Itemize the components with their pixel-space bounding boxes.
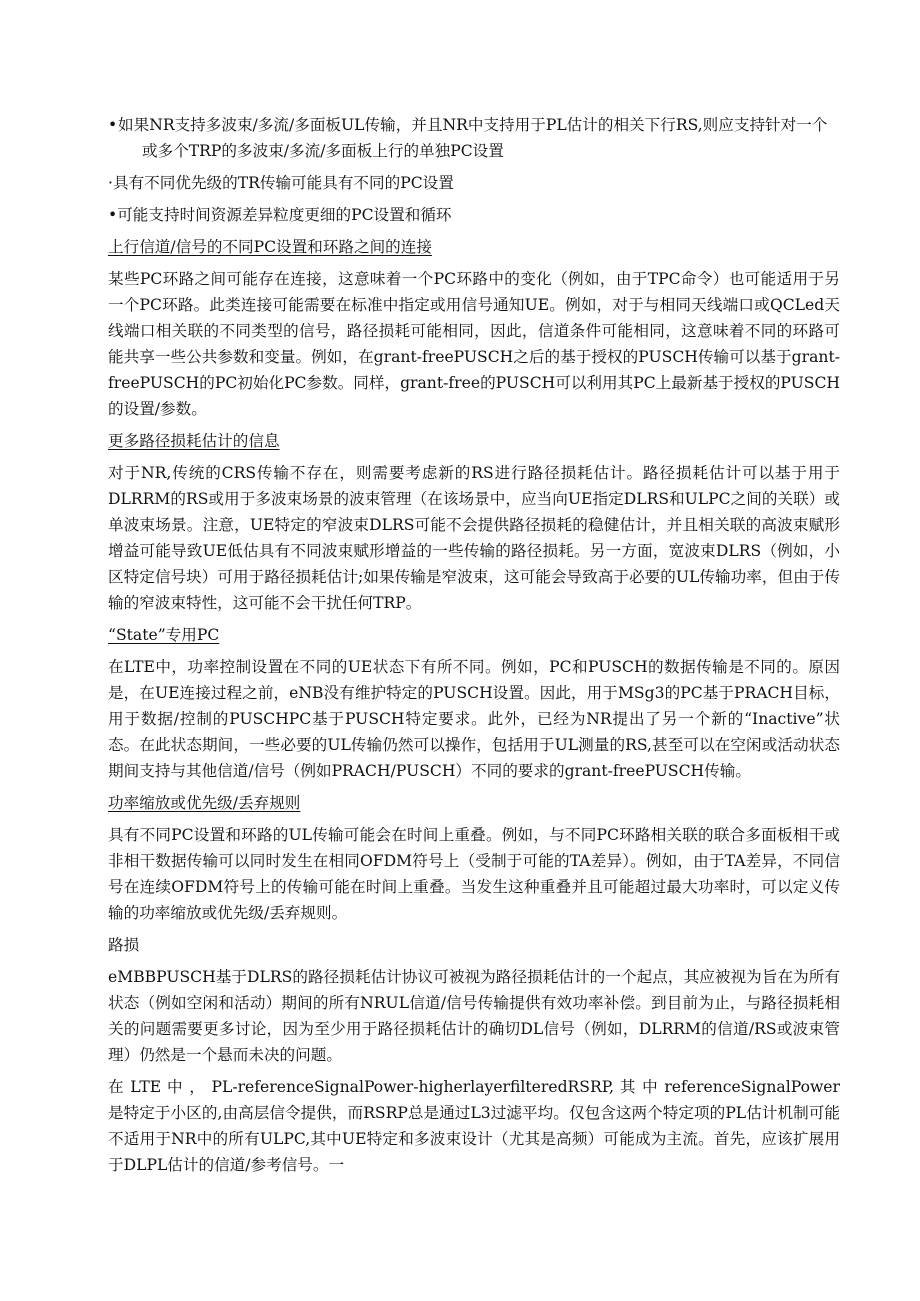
section-paragraph: 具有不同PC设置和环路的UL传输可能会在时间上重叠。例如，与不同PC环路相关联的联合多面板相干或非相干数据传输可以同时发生在相同OFDM符号上（受制于可能的TA差异）。例如，由于TA差异，不同信号在连续OFDM符号上的传输可能在时间上重叠。当发生这种重叠并且可能超过最大功率时，可以定义传输的功率缩放或优先级/丢弃规则。 [108,826,840,922]
section-paragraph: 对于NR,传统的CRS传输不存在，则需要考虑新的RS进行路径损耗估计。路径损耗估计可以基于用于DLRRM的RS或用于多波束场景的波束管理（在该场景中，应当向UE指定DLRS和ULPC之间的关联）或单波束场景。注意，UE特定的窄波束DLRS可能不会提供路径损耗的稳健估计，并且相关联的高波束赋形增益可能导致UE低估具有不同波束赋形增益的一些传输的路径损耗。另一方面，宽波束DLRS（例如，小区特定信号块）可用于路径损耗估计;如果传输是窄波束，这可能会导致高于必要的UL传输功率，但由于传输的窄波束特性，这可能不会干扰任何TRP。 [108,464,840,612]
section-heading: 更多路径损耗估计的信息 [108,432,280,450]
bullet-item [108,112,840,164]
bullet-text: 如果NR支持多波束/多流/多面板UL传输，并且NR中支持用于PL估计的相关下行RS,则应支持针对一个或多个TRP的多波束/多流/多面板上行的单独PC设置 [118,116,828,160]
bullet-mark: · [108,174,113,192]
section-paragraph: eMBBPUSCH基于DLRS的路径损耗估计协议可被视为路径损耗估计的一个起点，其应被视为旨在为所有状态（例如空闲和活动）期间的所有NRUL信道/信号传输提供有效功率补偿。到目前为止，与路径损耗相关的问题需要更多讨论，因为至少用于路径损耗估计的确切DL信号（例如，DLRRM的信道/RS或波束管理）仍然是一个悬而未决的问题。 [108,968,840,1064]
section-heading: 上行信道/信号的不同PC设置和环路之间的连接 [108,238,432,256]
section-heading: 功率缩放或优先级/丢弃规则 [108,794,301,812]
section-paragraph: 在 LTE 中 ， PL-referenceSignalPower-higherlayerfilteredRSRP, 其 中 referenceSignalPower是特定于小区的,由高层信令提供，而RSRP总是通过L3过滤平均。仅包含这两个特定项的PL估计机制可能不适用于NR中的所有ULPC,其中UE特定和多波束设计（尤其是高频）可能成为主流。首先，应该扩展用于DLPL估计的信道/参考信号。一 [108,1078,840,1174]
section-heading: 路损 [108,936,140,954]
section-paragraph: 某些PC环路之间可能存在连接，这意味着一个PC环路中的变化（例如，由于TPC命令）也可能适用于另一个PC环路。此类连接可能需要在标准中指定或用信号通知UE。例如，对于与相同天线端口或QCLed天线端口相关联的不同类型的信号，路径损耗可能相同，因此，信道条件可能相同，这意味着不同的环路可能共享一些公共参数和变量。例如，在grant-freePUSCH之后的基于授权的PUSCH传输可以基于grant-freePUSCH的PC初始化PC参数。同样，grant-free的PUSCH可以利用其PC上最新基于授权的PUSCH的设置/参数。 [108,270,840,418]
section-heading: “State”专用PC [108,626,220,644]
bullet-mark: • [108,206,118,224]
bullet-item [108,202,840,228]
bullet-mark: • [108,116,118,134]
bullet-item [108,170,840,196]
bullet-text: 具有不同优先级的TR传输可能具有不同的PC设置 [112,174,454,192]
section-paragraph: 在LTE中，功率控制设置在不同的UE状态下有所不同。例如，PC和PUSCH的数据传输是不同的。原因是，在UE连接过程之前，eNB没有维护特定的PUSCH设置。因此，用于MSg3的PC基于PRACH目标，用于数据/控制的PUSCHPC基于PUSCH特定要求。此外，已经为NR提出了另一个新的“Inactive”状态。在此状态期间，一些必要的UL传输仍然可以操作，包括用于UL测量的RS,甚至可以在空闲或活动状态期间支持与其他信道/信号（例如PRACH/PUSCH）不同的要求的grant-freePUSCH传输。 [108,658,840,780]
bullet-text: 可能支持时间资源差异粒度更细的PC设置和循环 [117,206,452,224]
